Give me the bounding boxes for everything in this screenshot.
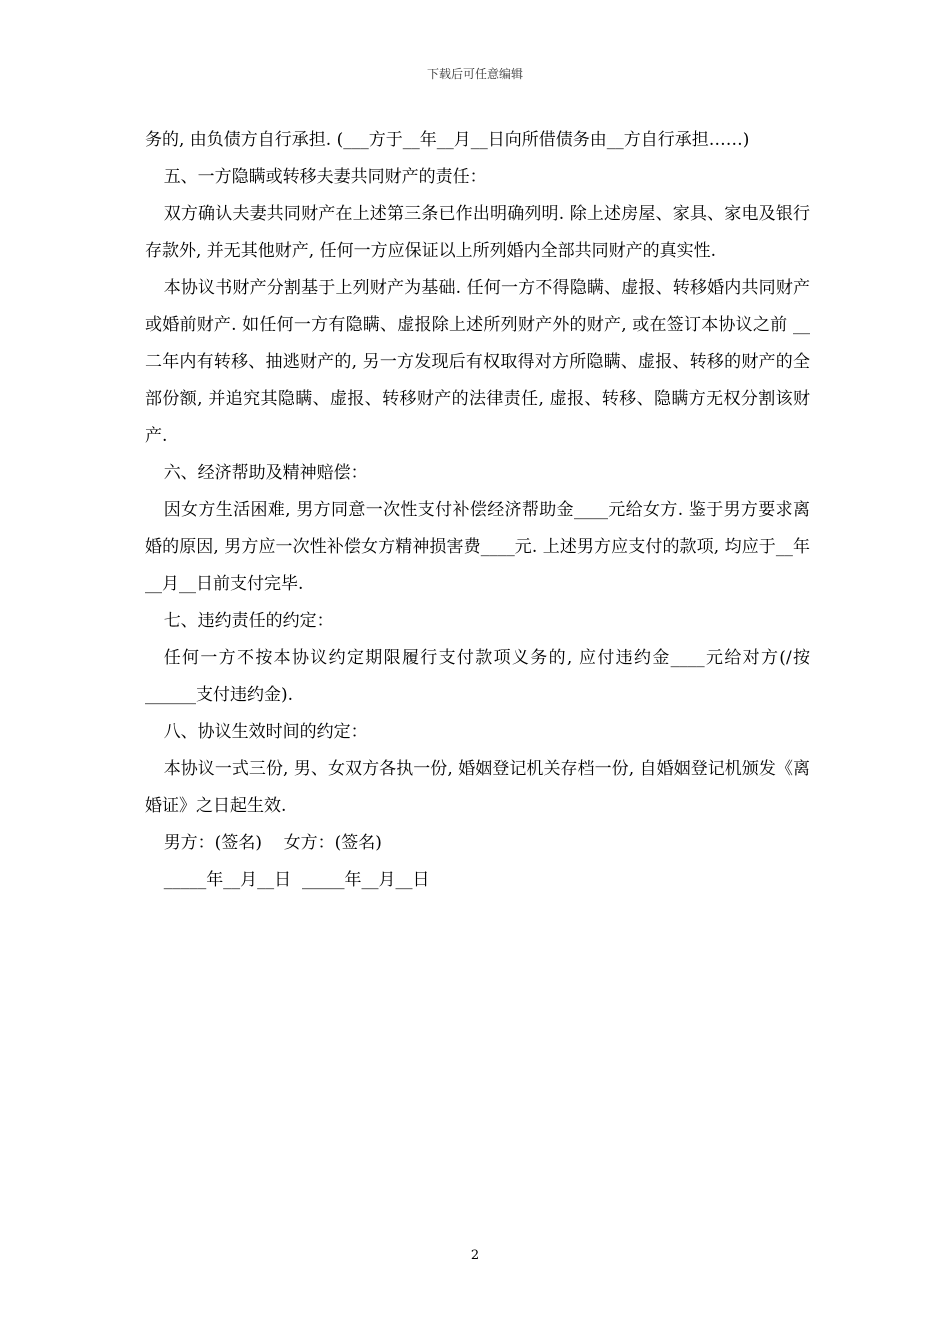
section-heading-six: 六、经济帮助及精神赔偿： [163, 463, 368, 483]
paragraph-breach-liability: 任何一方不按本协议约定期限履行支付款项义务的, 应付违约金____元给对方(/按______支付违约金). [145, 648, 810, 705]
paragraph-property-division: 本协议书财产分割基于上列财产为基础. 任何一方不得隐瞒、虚报、转移婚内共同财产或婚前财产. 如任何一方有隐瞒、虚报除上述所列财产外的财产, 或在签订本协议之前 __二年内有转移、抽逃财产的, 另一方发现后有权取得对方所隐瞒、虚报、转移的财产的全部份额, 并追究其隐瞒、虚报、转移财产的法律责任, 虚报、转移、隐瞒方无权分割该财产. [145, 278, 810, 446]
date-line: _____年__月__日 _____年__月__日 [163, 870, 430, 890]
paragraph-continued-debt-clause: 务的, 由负债方自行承担. (___方于__年__月__日向所借债务由__方自行承担……) [145, 130, 750, 150]
paragraph-property-confirmation: 双方确认夫妻共同财产在上述第三条已作出明确列明. 除上述房屋、家具、家电及银行存款外, 并无其他财产, 任何一方应保证以上所列婚内全部共同财产的真实性. [145, 204, 810, 261]
section-heading-five: 五、一方隐瞒或转移夫妻共同财产的责任： [163, 167, 487, 187]
signature-line: 男方：(签名) 女方：(签名) [163, 833, 382, 853]
section-heading-seven: 七、违约责任的约定： [163, 611, 334, 631]
page-number: 2 [470, 1248, 480, 1263]
paragraph-compensation: 因女方生活困难, 男方同意一次性支付补偿经济帮助金____元给女方. 鉴于男方要求离婚的原因, 男方应一次性补偿女方精神损害费____元. 上述男方应支付的款项, 均应于__年__月__日前支付完毕. [145, 500, 810, 594]
paragraph-effective-date: 本协议一式三份, 男、女双方各执一份, 婚姻登记机关存档一份, 自婚姻登记机颁发《离婚证》之日起生效. [145, 759, 810, 816]
page-header: 下载后可任意编辑 [426, 67, 523, 81]
section-heading-eight: 八、协议生效时间的约定： [163, 722, 368, 742]
document-body [145, 122, 810, 899]
